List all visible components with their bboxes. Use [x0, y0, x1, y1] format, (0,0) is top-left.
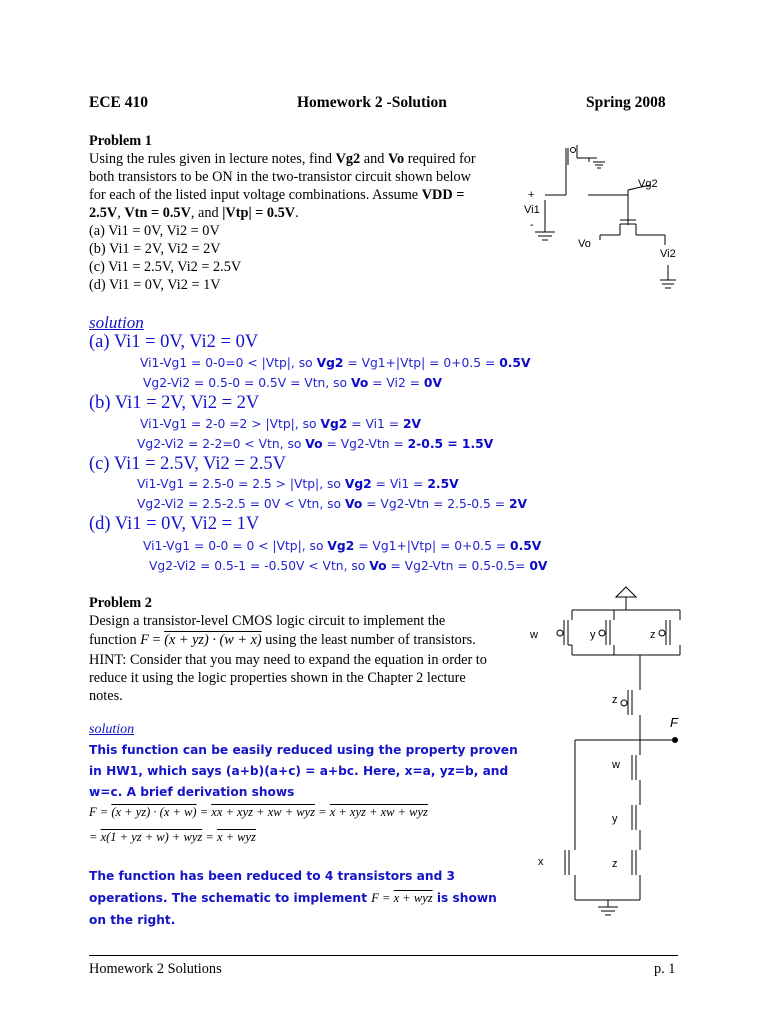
solution2-para2-line3: on the right. — [89, 913, 176, 927]
problem1-item-b: (b) Vi1 = 2V, Vi2 = 2V — [89, 241, 221, 257]
schematic-label-z-top: z — [650, 629, 656, 641]
case-a-line1: Vi1-Vg1 = 0-0=0 < |Vtp|, so Vg2 = Vg1+|Vtp| = 0+0.5 = 0.5V — [140, 356, 531, 370]
cmos-schematic — [520, 585, 690, 925]
two-transistor-circuit — [510, 140, 690, 300]
case-a-line2: Vg2-Vi2 = 0.5-0 = 0.5V = Vtn, so Vo = Vi2 = 0V — [143, 376, 442, 390]
case-c-title: (c) Vi1 = 2.5V, Vi2 = 2.5V — [89, 454, 286, 474]
derivation-line2: = x(1 + yz + w) + wyz = x + wyz — [89, 830, 256, 844]
footer-rule — [89, 955, 678, 956]
solution2-para1-line3: w=c. A brief derivation shows — [89, 785, 295, 799]
schematic-label-y-bottom: y — [612, 813, 618, 825]
problem2-line2: function F = (x + yz) · (w + x) using the least number of transistors. — [89, 632, 476, 648]
problem1-line4: 2.5V, Vtn = 0.5V, and |Vtp| = 0.5V. — [89, 205, 299, 221]
case-a-title: (a) Vi1 = 0V, Vi2 = 0V — [89, 332, 259, 352]
footer-left: Homework 2 Solutions — [89, 961, 222, 977]
circuit-label-vi2: Vi2 — [660, 248, 676, 260]
problem2-line5: notes. — [89, 688, 123, 704]
case-d-line1: Vi1-Vg1 = 0-0 = 0 < |Vtp|, so Vg2 = Vg1+|Vtp| = 0+0.5 = 0.5V — [143, 539, 542, 553]
problem2-heading: Problem 2 — [89, 595, 152, 611]
case-d-title: (d) Vi1 = 0V, Vi2 = 1V — [89, 514, 260, 534]
case-b-line1: Vi1-Vg1 = 2-0 =2 > |Vtp|, so Vg2 = Vi1 = 2V — [140, 417, 422, 431]
problem1-heading: Problem 1 — [89, 133, 152, 149]
schematic-label-z-bottom: z — [612, 858, 618, 870]
schematic-label-x: x — [538, 856, 544, 868]
case-b-title: (b) Vi1 = 2V, Vi2 = 2V — [89, 393, 260, 413]
problem1-item-d: (d) Vi1 = 0V, Vi2 = 1V — [89, 277, 221, 293]
document-title: Homework 2 -Solution — [297, 94, 447, 111]
solution2-title: solution — [89, 722, 135, 737]
schematic-label-w-bottom: w — [612, 759, 620, 771]
problem2-line1: Design a transistor-level CMOS logic circuit to implement the — [89, 613, 446, 629]
solution2-para2-line1: The function has been reduced to 4 transistors and 3 — [89, 869, 456, 883]
problem1-item-a: (a) Vi1 = 0V, Vi2 = 0V — [89, 223, 220, 239]
case-b-line2: Vg2-Vi2 = 2-2=0 < Vtn, so Vo = Vg2-Vtn = 2-0.5 = 1.5V — [137, 437, 494, 451]
circuit-minus-sign: - — [530, 219, 534, 231]
problem2-line3: HINT: Consider that you may need to expand the equation in order to — [89, 652, 487, 668]
schematic-label-w-top: w — [530, 629, 538, 641]
schematic-label-F: F — [670, 715, 678, 730]
problem2-line4: reduce it using the logic properties shown in the Chapter 2 lecture — [89, 670, 466, 686]
derivation-line1: F = (x + yz) · (x + w) = xx + xyz + xw + wyz = x + xyz + xw + wyz — [89, 805, 428, 819]
term-label: Spring 2008 — [586, 94, 666, 111]
case-d-line2: Vg2-Vi2 = 0.5-1 = -0.50V < Vtn, so Vo = Vg2-Vtn = 0.5-0.5= 0V — [149, 559, 548, 573]
circuit-label-vo: Vo — [578, 238, 591, 250]
case-c-line2: Vg2-Vi2 = 2.5-2.5 = 0V < Vtn, so Vo = Vg2-Vtn = 2.5-0.5 = 2V — [137, 497, 528, 511]
schematic-label-z-mid: z — [612, 694, 618, 706]
case-c-line1: Vi1-Vg1 = 2.5-0 = 2.5 > |Vtp|, so Vg2 = Vi1 = 2.5V — [137, 477, 459, 491]
solution2-para1-line2: in HW1, which says (a+b)(a+c) = a+bc. Here, x=a, yz=b, and — [89, 764, 509, 778]
solution2-para2-line2: operations. The schematic to implement F = x + wyz is shown — [89, 891, 497, 905]
problem1-line1: Using the rules given in lecture notes, find Vg2 and Vo required for — [89, 151, 476, 167]
problem1-line3: for each of the listed input voltage combinations. Assume VDD = — [89, 187, 465, 203]
solution2-para1-line1: This function can be easily reduced using the property proven — [89, 743, 518, 757]
problem1-item-c: (c) Vi1 = 2.5V, Vi2 = 2.5V — [89, 259, 242, 275]
course-label: ECE 410 — [89, 94, 148, 111]
footer-page-number: p. 1 — [654, 961, 676, 977]
circuit-plus-sign: + — [528, 189, 535, 201]
circuit-label-vg2: Vg2 — [638, 178, 658, 190]
schematic-label-y-top: y — [590, 629, 596, 641]
solution1-title: solution — [89, 313, 144, 332]
problem1-line2: both transistors to be ON in the two-transistor circuit shown below — [89, 169, 471, 185]
circuit-label-vi1: Vi1 — [524, 204, 540, 216]
